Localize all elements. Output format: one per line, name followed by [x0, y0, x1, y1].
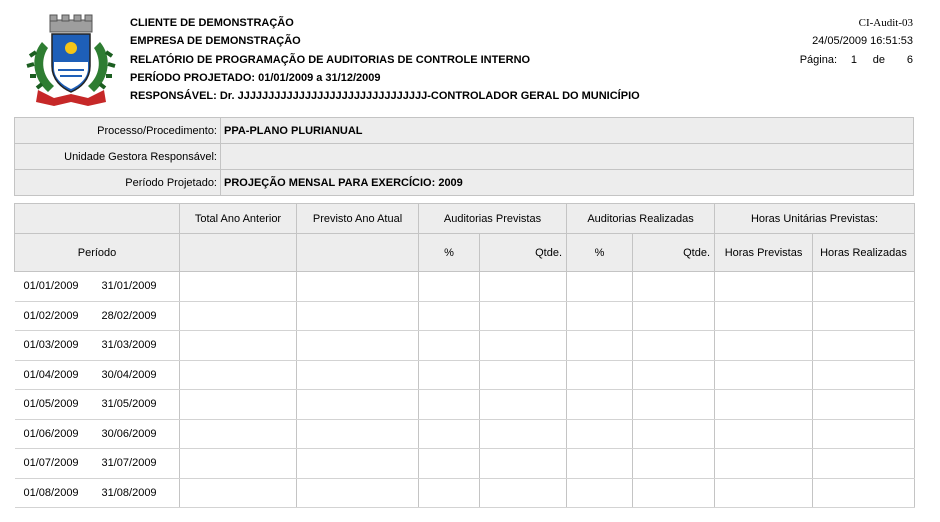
header-hours-planned: Horas Previstas	[715, 234, 813, 272]
empty-cell	[813, 478, 915, 508]
table-header-row-1	[15, 204, 915, 234]
empty-cell	[419, 301, 480, 331]
empty-cell	[813, 301, 915, 331]
empty-cell	[715, 449, 813, 479]
table-row	[15, 478, 915, 508]
period-start: 01/01/2009	[23, 280, 79, 293]
table-header-row-2	[15, 234, 915, 272]
empty-cell	[297, 272, 419, 302]
empty-cell	[567, 390, 633, 420]
empty-cell	[633, 301, 715, 331]
period-cell	[15, 331, 180, 361]
period-end: 28/02/2009	[101, 309, 157, 322]
empty-cell	[813, 419, 915, 449]
empty-cell	[480, 478, 567, 508]
page-of-label: de	[872, 53, 885, 66]
empty-cell	[297, 390, 419, 420]
period-cell	[15, 272, 180, 302]
empty-cell	[480, 449, 567, 479]
empty-cell	[567, 360, 633, 390]
header-blank-3	[297, 234, 419, 272]
process-info-table	[14, 117, 914, 196]
header-done-pct: %	[567, 234, 633, 272]
client-name: CLIENTE DE DEMONSTRAÇÃO	[130, 17, 294, 29]
period-cell	[15, 478, 180, 508]
empty-cell	[813, 360, 915, 390]
table-row	[15, 301, 915, 331]
header-planned-pct: %	[419, 234, 480, 272]
header-audits-planned: Auditorias Previstas	[419, 204, 567, 234]
page-total: 6	[906, 53, 913, 66]
header-period: Período	[15, 234, 180, 272]
empty-cell	[419, 478, 480, 508]
period-value: PROJEÇÃO MENSAL PARA EXERCÍCIO: 2009	[221, 170, 914, 196]
table-row	[15, 272, 915, 302]
period-cell	[15, 449, 180, 479]
period-cell	[15, 301, 180, 331]
table-row	[15, 419, 915, 449]
table-row	[15, 360, 915, 390]
period-start: 01/03/2009	[23, 339, 79, 352]
process-label: Processo/Procedimento:	[15, 118, 221, 144]
info-row-process	[15, 118, 914, 144]
table-row	[15, 331, 915, 361]
period-start: 01/05/2009	[23, 398, 79, 411]
empty-cell	[633, 360, 715, 390]
empty-cell	[180, 360, 297, 390]
report-header	[130, 14, 640, 105]
company-name: EMPRESA DE DEMONSTRAÇÃO	[130, 35, 301, 48]
empty-cell	[419, 419, 480, 449]
header-hours-done: Horas Realizadas	[813, 234, 915, 272]
period-start: 01/02/2009	[23, 309, 79, 322]
empty-cell	[567, 478, 633, 508]
responsible-person: RESPONSÁVEL: Dr. JJJJJJJJJJJJJJJJJJJJJJJJJJJJJJJ-CONTROLADOR GERAL DO MUNICÍPIO	[130, 90, 640, 103]
report-meta	[800, 14, 913, 69]
empty-cell	[567, 301, 633, 331]
period-end: 31/03/2009	[101, 339, 157, 352]
empty-cell	[180, 478, 297, 508]
period-start: 01/07/2009	[23, 457, 79, 470]
header-planned-current-year: Previsto Ano Atual	[297, 204, 419, 234]
table-row	[15, 390, 915, 420]
empty-cell	[419, 449, 480, 479]
empty-cell	[297, 478, 419, 508]
page-indicator	[800, 51, 913, 69]
period-end: 30/06/2009	[101, 427, 157, 440]
period-end: 31/05/2009	[101, 398, 157, 411]
unit-label: Unidade Gestora Responsável:	[15, 144, 221, 170]
empty-cell	[633, 272, 715, 302]
empty-cell	[419, 331, 480, 361]
period-start: 01/06/2009	[23, 427, 79, 440]
empty-cell	[297, 419, 419, 449]
empty-cell	[480, 390, 567, 420]
period-start: 01/04/2009	[23, 368, 79, 381]
header-blank	[15, 204, 180, 234]
report-title: RELATÓRIO DE PROGRAMAÇÃO DE AUDITORIAS DE CONTROLE INTERNO	[130, 53, 531, 66]
empty-cell	[419, 390, 480, 420]
period-end: 30/04/2009	[101, 368, 157, 381]
empty-cell	[180, 390, 297, 420]
header-audits-done: Auditorias Realizadas	[567, 204, 715, 234]
empty-cell	[297, 360, 419, 390]
empty-cell	[633, 331, 715, 361]
empty-cell	[715, 419, 813, 449]
period-cell	[15, 360, 180, 390]
period-label: Período Projetado:	[15, 170, 221, 196]
empty-cell	[633, 449, 715, 479]
empty-cell	[297, 301, 419, 331]
info-row-period	[15, 170, 914, 196]
period-end: 31/01/2009	[101, 280, 157, 293]
empty-cell	[567, 449, 633, 479]
empty-cell	[633, 478, 715, 508]
header-unit-hours: Horas Unitárias Previstas:	[715, 204, 915, 234]
period-cell	[15, 390, 180, 420]
period-end: 31/07/2009	[101, 457, 157, 470]
empty-cell	[715, 390, 813, 420]
empty-cell	[567, 331, 633, 361]
header-total-prev-year: Total Ano Anterior	[180, 204, 297, 234]
empty-cell	[180, 419, 297, 449]
empty-cell	[419, 360, 480, 390]
audit-schedule-table	[14, 203, 915, 508]
table-row	[15, 449, 915, 479]
report-datetime: 24/05/2009 16:51:53	[812, 35, 913, 48]
empty-cell	[180, 272, 297, 302]
empty-cell	[813, 390, 915, 420]
empty-cell	[480, 301, 567, 331]
table-body	[15, 272, 915, 508]
empty-cell	[633, 390, 715, 420]
municipal-crest-logo	[24, 12, 118, 108]
empty-cell	[567, 272, 633, 302]
empty-cell	[567, 419, 633, 449]
period-end: 31/08/2009	[101, 486, 157, 499]
empty-cell	[419, 272, 480, 302]
empty-cell	[813, 331, 915, 361]
empty-cell	[180, 301, 297, 331]
report-code: CI-Audit-03	[858, 17, 913, 29]
empty-cell	[480, 331, 567, 361]
page-number: 1	[850, 53, 857, 66]
empty-cell	[180, 449, 297, 479]
page-label: Página:	[799, 53, 837, 66]
header-done-qty: Qtde.	[633, 234, 715, 272]
empty-cell	[715, 301, 813, 331]
header-planned-qty: Qtde.	[480, 234, 567, 272]
empty-cell	[480, 419, 567, 449]
projected-period: PERÍODO PROJETADO: 01/01/2009 a 31/12/2009	[130, 71, 381, 84]
empty-cell	[633, 419, 715, 449]
period-start: 01/08/2009	[23, 486, 79, 499]
header-blank-2	[180, 234, 297, 272]
empty-cell	[715, 478, 813, 508]
empty-cell	[297, 449, 419, 479]
process-value: PPA-PLANO PLURIANUAL	[221, 118, 914, 144]
empty-cell	[180, 331, 297, 361]
empty-cell	[813, 272, 915, 302]
empty-cell	[813, 449, 915, 479]
unit-value	[221, 144, 914, 170]
empty-cell	[715, 331, 813, 361]
empty-cell	[297, 331, 419, 361]
empty-cell	[480, 272, 567, 302]
empty-cell	[480, 360, 567, 390]
period-cell	[15, 419, 180, 449]
empty-cell	[715, 272, 813, 302]
info-row-unit	[15, 144, 914, 170]
empty-cell	[715, 360, 813, 390]
